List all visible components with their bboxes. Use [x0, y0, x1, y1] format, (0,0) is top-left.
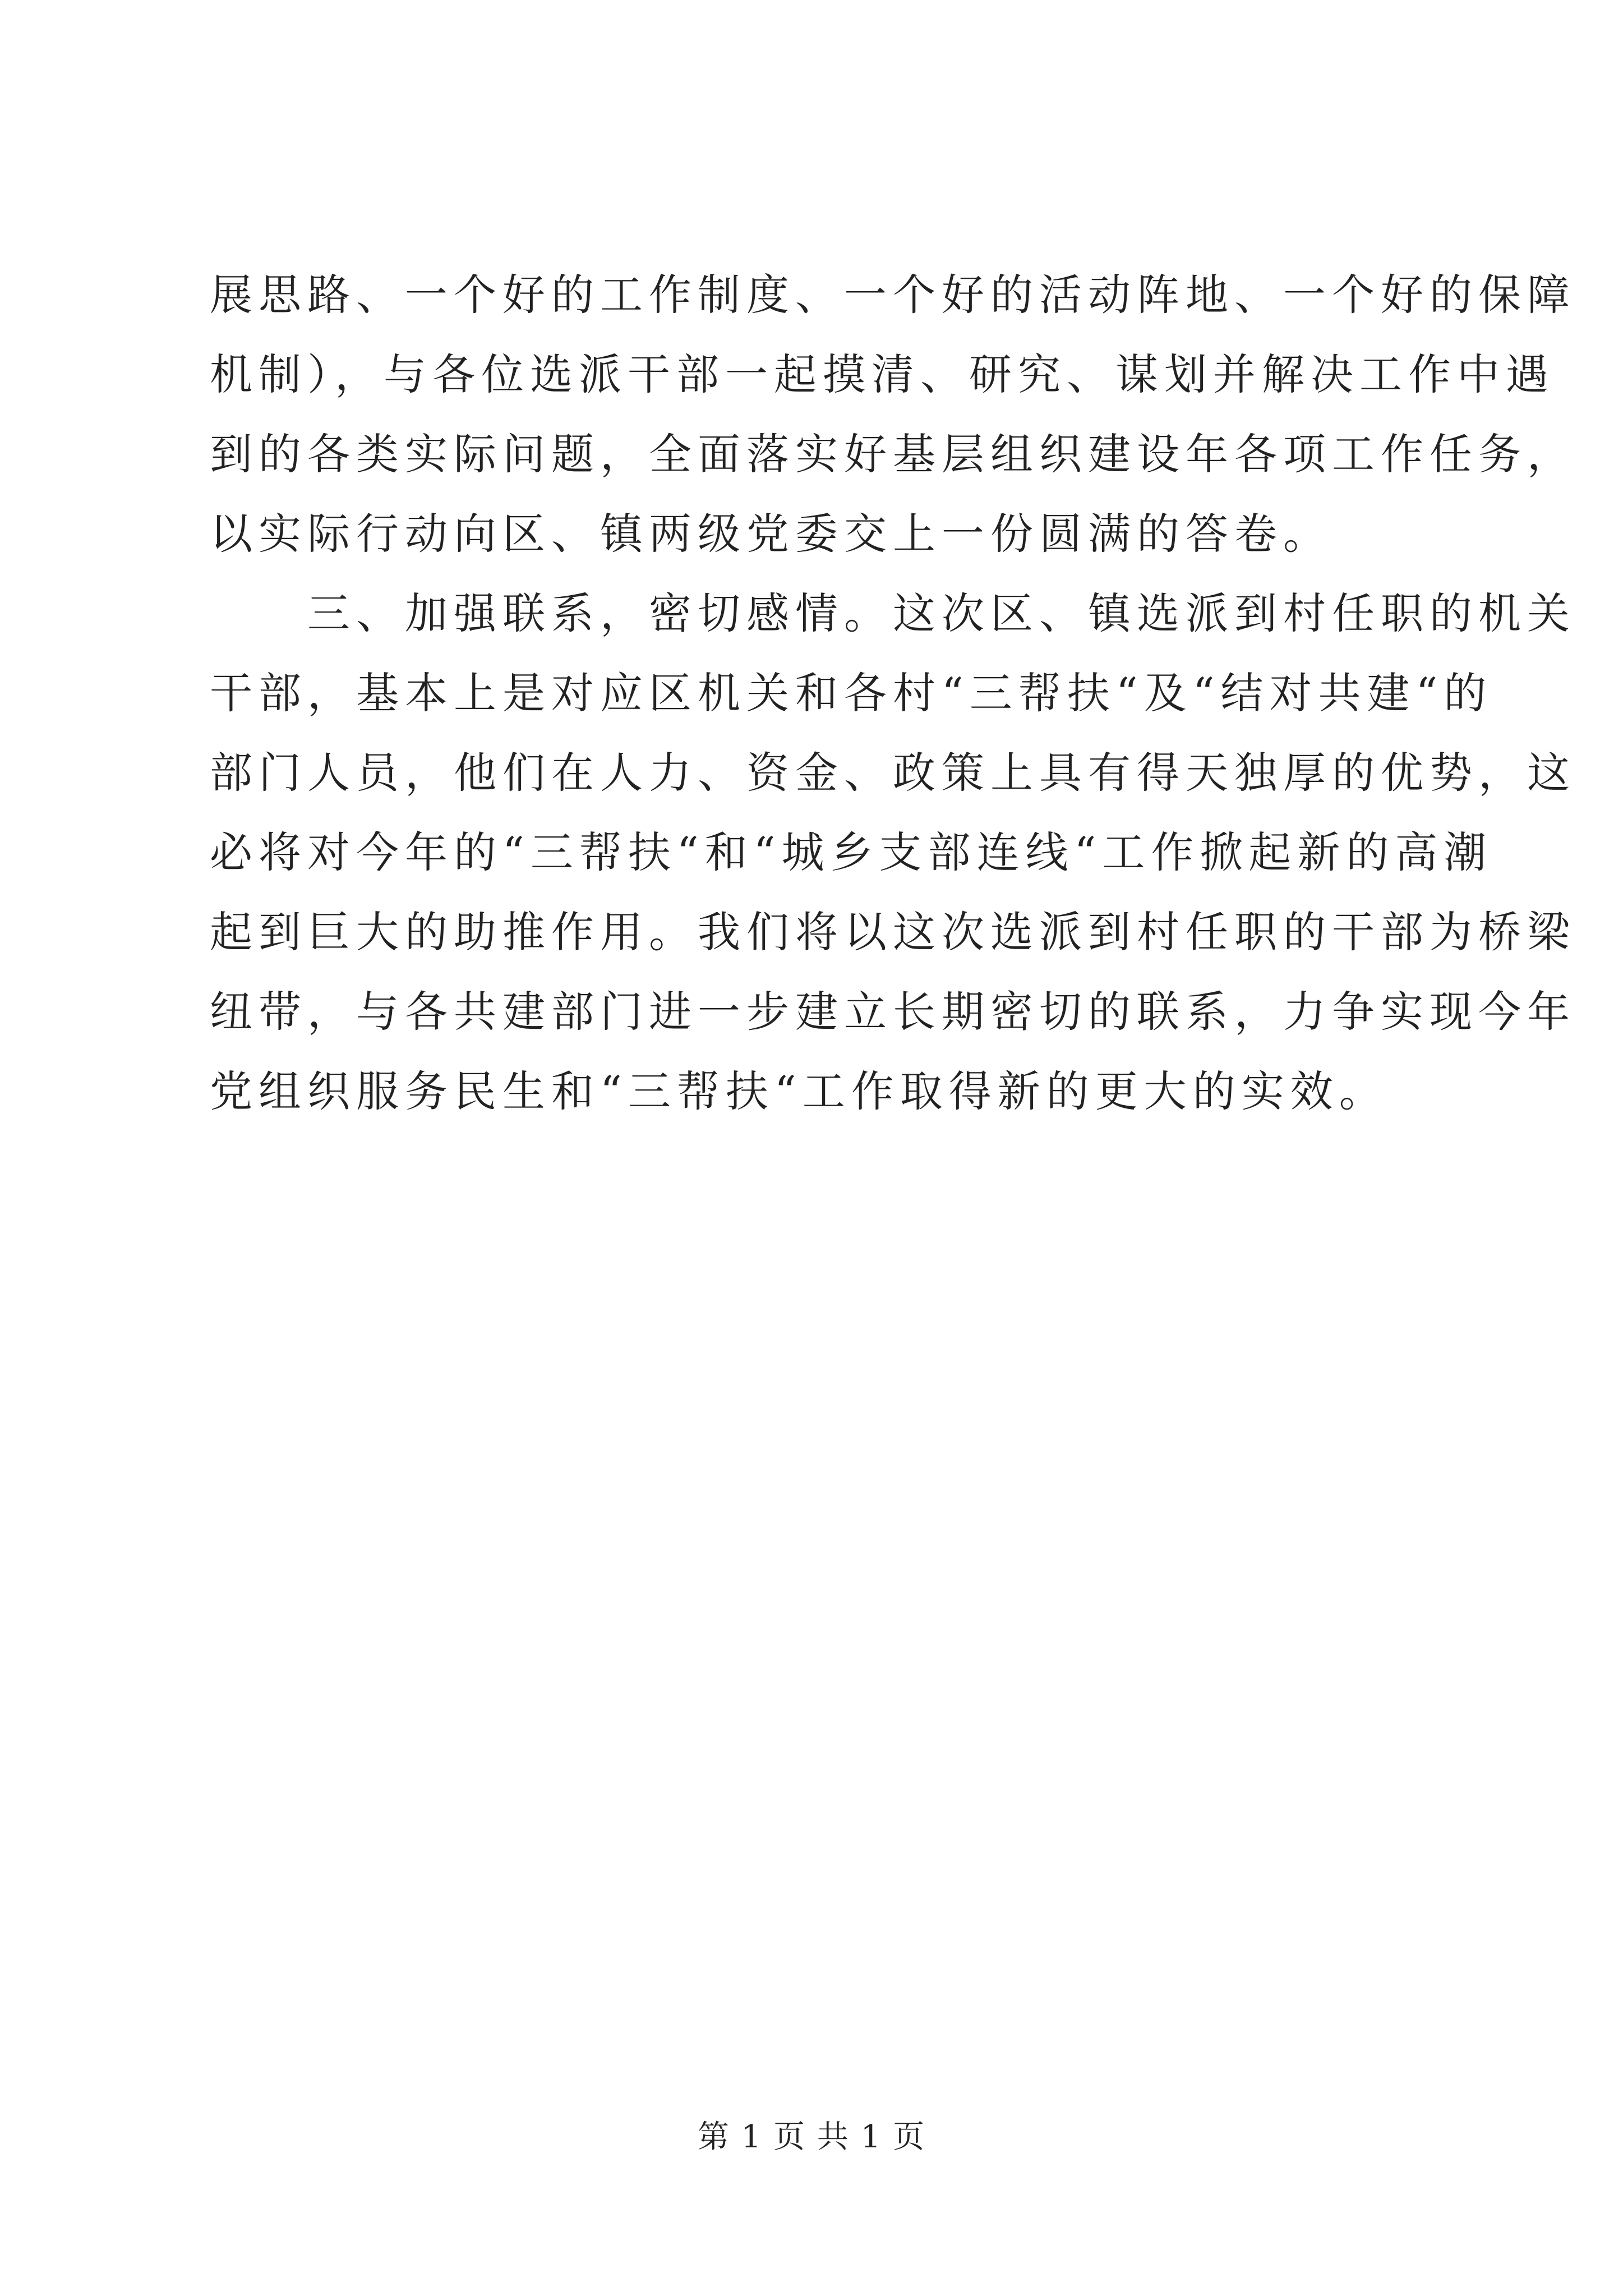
paragraph-1-line-2: 机制），与各位选派干部一起摸清、研究、谋划并解决工作中遇 [210, 349, 1555, 399]
paragraph-2 [210, 574, 1576, 1131]
paragraph-1-line-1: 展思路、一个好的工作制度、一个好的活动阵地、一个好的保障 [210, 270, 1576, 320]
paragraph-2-line-1: 三、加强联系，密切感情。这次区、镇选派到村任职的机关 [307, 588, 1576, 638]
paragraph-2-line-7: 党组织服务民生和“三帮扶“工作取得新的更大的实效。 [210, 1066, 1388, 1116]
paragraph-1-line-4: 以实际行动向区、镇两级党委交上一份圆满的答卷。 [210, 509, 1332, 559]
paragraph-1-line-3: 到的各类实际问题，全面落实好基层组织建设年各项工作任务， [210, 429, 1576, 479]
page-number-label: 第 1 页 共 1 页 [697, 2119, 926, 2155]
paragraph-2-line-5: 起到巨大的助推作用。我们将以这次选派到村任职的干部为桥梁 [210, 907, 1576, 957]
document-body [210, 255, 1576, 1131]
paragraph-1 [210, 255, 1576, 574]
page-footer [0, 2115, 1623, 2160]
paragraph-2-line-2: 干部，基本上是对应区机关和各村“三帮扶“及“结对共建“的 [210, 668, 1493, 718]
paragraph-2-line-6: 纽带，与各共建部门进一步建立长期密切的联系，力争实现今年 [210, 987, 1576, 1037]
paragraph-2-line-3: 部门人员，他们在人力、资金、政策上具有得天独厚的优势，这 [210, 748, 1576, 798]
paragraph-2-line-4: 必将对今年的“三帮扶“和“城乡支部连线“工作掀起新的高潮 [210, 827, 1493, 877]
